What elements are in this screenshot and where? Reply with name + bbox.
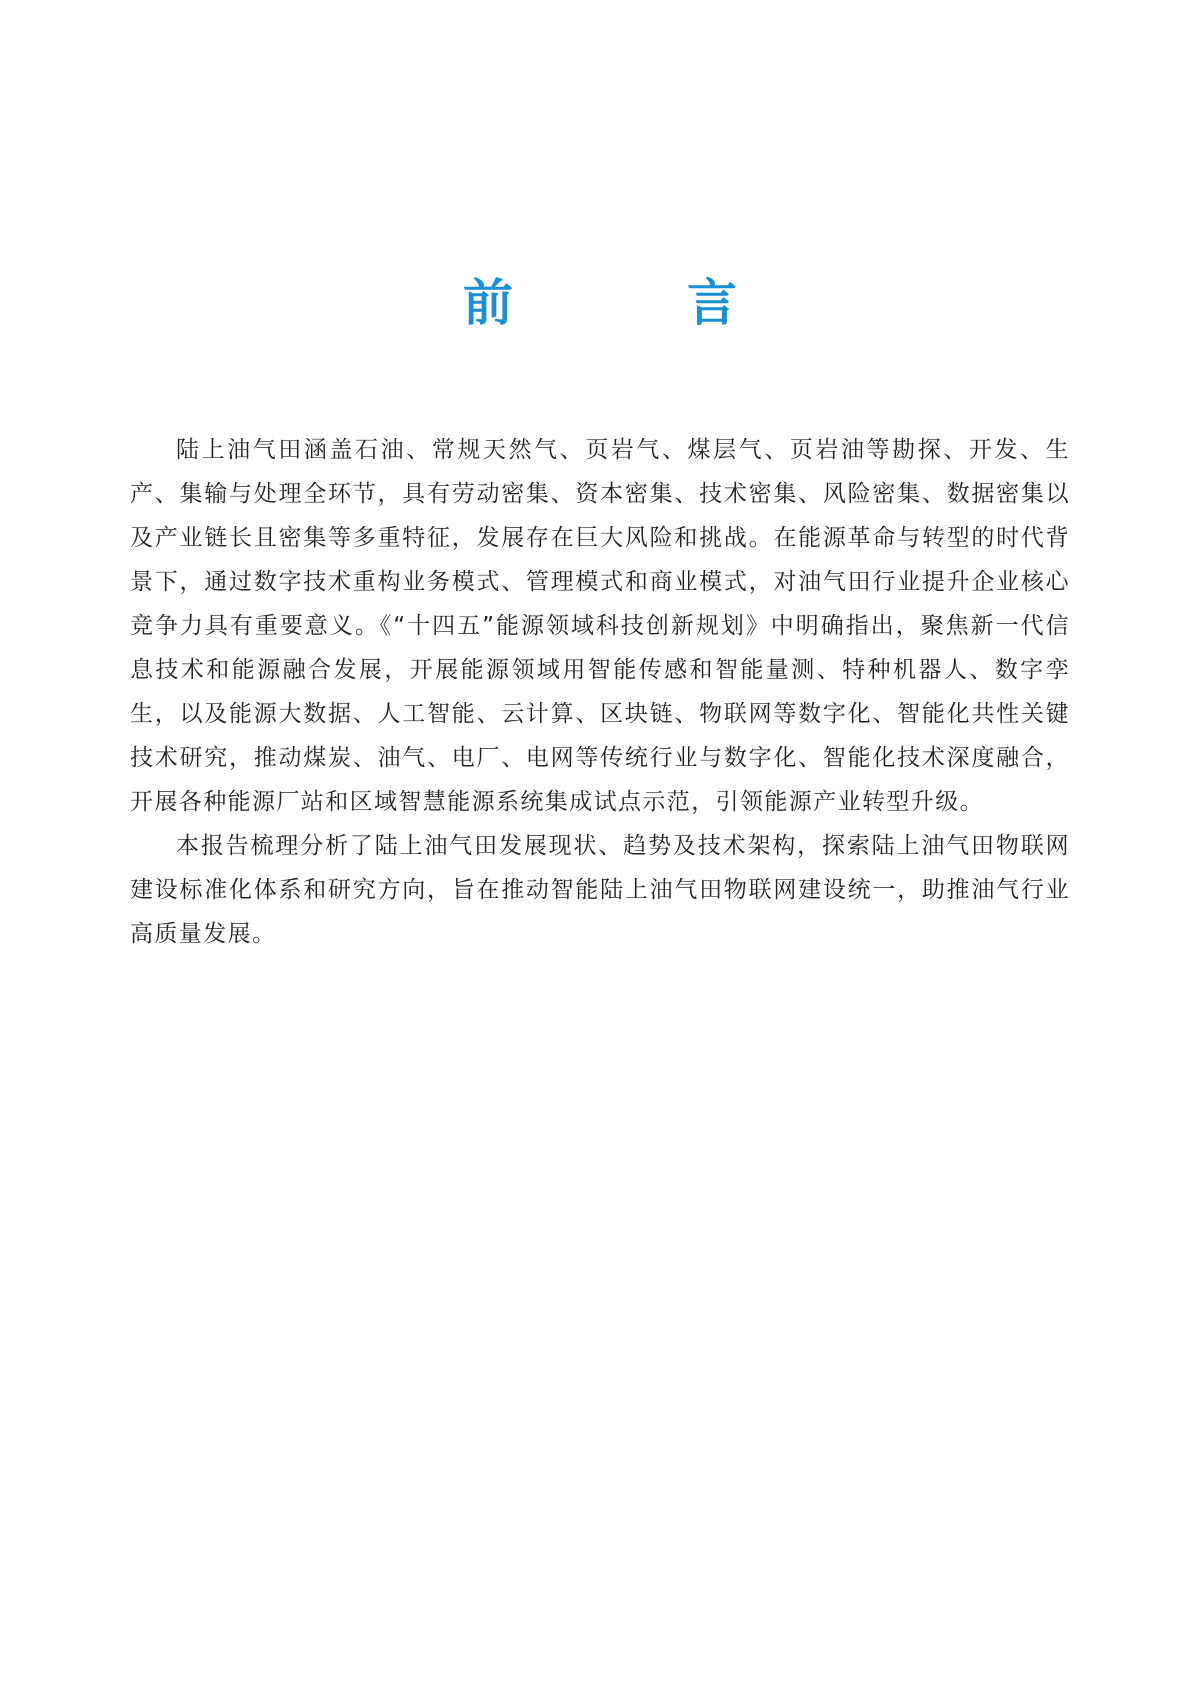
- paragraph: 陆上油气田涵盖石油、常规天然气、页岩气、煤层气、页岩油等勘探、开发、生产、集输与处理全环节，具有劳动密集、资本密集、技术密集、风险密集、数据密集以及产业链长且密集等多重特征，发展存在巨大风险和挑战。在能源革命与转型的时代背景下，通过数字技术重构业务模式、管理模式和商业模式，对油气田行业提升企业核心竞争力具有重要意义。《“十四五”能源领域科技创新规划》中明确指出，聚焦新一代信息技术和能源融合发展，开展能源领域用智能传感和智能量测、特种机器人、数字孪生，以及能源大数据、人工智能、云计算、区块链、物联网等数字化、智能化共性关键技术研究，推动煤炭、油气、电厂、电网等传统行业与数字化、智能化技术深度融合，开展各种能源厂站和区域智慧能源系统集成试点示范，引领能源产业转型升级。: [130, 437, 1070, 815]
- page-title: 前 言: [463, 273, 799, 332]
- body-text: [130, 428, 1070, 956]
- paragraph: 本报告梳理分析了陆上油气田发展现状、趋势及技术架构，探索陆上油气田物联网建设标准化体系和研究方向，旨在推动智能陆上油气田物联网建设统一，助推油气行业高质量发展。: [130, 833, 1070, 947]
